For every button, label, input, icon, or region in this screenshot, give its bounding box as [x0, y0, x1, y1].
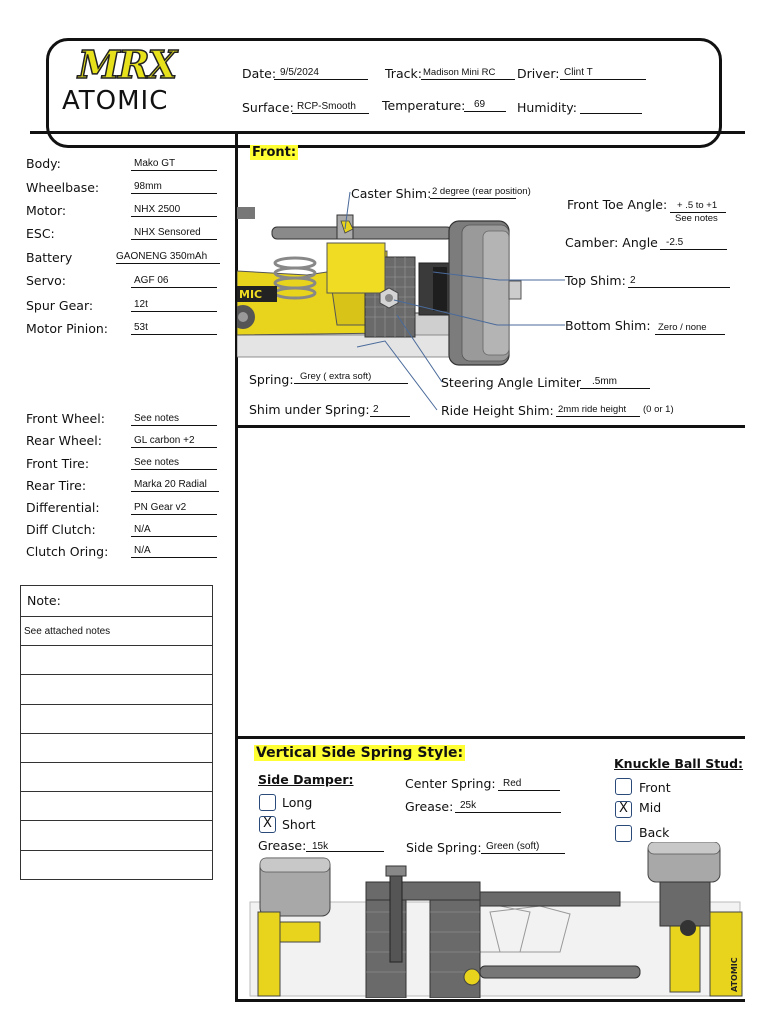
center-spring-value[interactable]: Red: [503, 778, 522, 789]
wheel-value[interactable]: PN Gear v2: [134, 502, 187, 513]
notes-line[interactable]: [21, 704, 212, 733]
spec-value[interactable]: NHX 2500: [134, 204, 181, 215]
notes-table: [20, 585, 213, 880]
notes-line[interactable]: [21, 762, 212, 791]
spec-label: ESC:: [26, 226, 55, 241]
spec-label: Motor:: [26, 203, 67, 218]
spec-value[interactable]: Mako GT: [134, 158, 176, 169]
date-value[interactable]: 9/5/2024: [280, 67, 319, 78]
side-damper-label: Side Damper:: [258, 772, 354, 787]
spec-value[interactable]: 53t: [134, 322, 148, 333]
spring-label: Spring:: [249, 372, 294, 387]
shim-under-spring-label: Shim under Spring:: [249, 402, 370, 417]
front-checkbox[interactable]: [615, 778, 632, 795]
camber-value[interactable]: -2.5: [666, 237, 684, 248]
top-shim-value[interactable]: 2: [630, 275, 636, 286]
notes-line[interactable]: [21, 791, 212, 820]
wheel-label: Rear Wheel:: [26, 433, 102, 448]
wheel-value[interactable]: GL carbon +2: [134, 435, 195, 446]
side-spring-label: Side Spring:: [406, 840, 482, 855]
wheel-value[interactable]: See notes: [134, 457, 180, 468]
shim-under-spring-value[interactable]: 2: [373, 404, 379, 415]
mrx-logo-text: MRX: [78, 42, 176, 86]
front-chassis-tag: MIC: [239, 288, 263, 301]
notes-line[interactable]: [21, 645, 212, 674]
header-divider: [30, 131, 745, 134]
center-grease-value[interactable]: 25k: [460, 800, 477, 811]
front-toe-label: Front Toe Angle:: [567, 197, 668, 212]
long-label: Long: [282, 795, 313, 810]
ride-height-value[interactable]: 2mm ride height: [558, 404, 627, 415]
spec-value[interactable]: AGF 06: [134, 275, 169, 286]
ride-height-note: (0 or 1): [643, 404, 674, 415]
bottom-shim-value[interactable]: Zero / none: [658, 322, 707, 333]
date-label: Date:: [242, 66, 277, 81]
notes-line[interactable]: See attached notes: [21, 616, 212, 645]
mid-option-label: Mid: [639, 800, 662, 815]
bottom-divider: [236, 999, 745, 1002]
wheel-value[interactable]: N/A: [134, 524, 151, 535]
ride-height-label: Ride Height Shim:: [441, 403, 554, 418]
notes-title: Note:: [27, 593, 61, 608]
long-checkbox[interactable]: [259, 794, 276, 811]
center-grease-label: Grease:: [405, 799, 454, 814]
temperature-label: Temperature:: [382, 98, 466, 113]
mrx-logo: [76, 42, 196, 86]
spec-value[interactable]: 98mm: [134, 181, 162, 192]
bottom-shim-label: Bottom Shim:: [565, 318, 651, 333]
spec-label: Wheelbase:: [26, 180, 100, 195]
side-grease-label: Grease:: [258, 838, 307, 853]
side-spring-value[interactable]: Green (soft): [486, 841, 540, 852]
wheel-value[interactable]: Marka 20 Radial: [134, 479, 207, 490]
caster-shim-value[interactable]: 2 degree (rear position): [432, 186, 531, 197]
front-option-label: Front: [639, 780, 671, 795]
rear-title: Vertical Side Spring Style:: [256, 745, 464, 761]
front-toe-value[interactable]: + .5 to +1: [677, 200, 718, 211]
top-shim-label: Top Shim:: [565, 273, 626, 288]
spec-label: Servo:: [26, 273, 67, 288]
spec-value[interactable]: GAONENG 350mAh: [116, 251, 208, 262]
driver-value[interactable]: Clint T: [564, 67, 593, 78]
driver-label: Driver:: [517, 66, 560, 81]
wheel-label: Front Wheel:: [26, 411, 105, 426]
spec-label: Spur Gear:: [26, 298, 94, 313]
temperature-value[interactable]: 69: [474, 99, 486, 110]
front-title: Front:: [252, 145, 297, 160]
wheel-label: Rear Tire:: [26, 478, 87, 493]
mid-checkbox[interactable]: X: [615, 801, 632, 818]
surface-value[interactable]: RCP-Smooth: [297, 101, 356, 112]
front-toe-note: See notes: [675, 213, 718, 224]
spec-label: Battery: [26, 250, 73, 265]
wheel-label: Diff Clutch:: [26, 522, 96, 537]
short-label: Short: [282, 817, 316, 832]
center-spring-label: Center Spring:: [405, 776, 496, 791]
track-label: Track:: [385, 66, 422, 81]
rear-suspension-illustration: [240, 842, 745, 998]
wheel-value[interactable]: See notes: [134, 413, 180, 424]
wheel-label: Clutch Oring:: [26, 544, 109, 559]
notes-line[interactable]: [21, 674, 212, 703]
humidity-label: Humidity:: [517, 100, 577, 115]
spring-value[interactable]: Grey ( extra soft): [300, 371, 372, 382]
spec-label: Motor Pinion:: [26, 321, 109, 336]
rear-section-divider: [236, 736, 745, 739]
spec-value[interactable]: 12t: [134, 299, 148, 310]
camber-label: Camber: Angle: [565, 235, 658, 250]
atomic-logo: ATOMIC: [62, 86, 169, 116]
wheel-label: Front Tire:: [26, 456, 90, 471]
caster-shim-label: Caster Shim:: [351, 186, 432, 201]
spec-value[interactable]: NHX Sensored: [134, 227, 201, 238]
short-checkbox[interactable]: X: [259, 816, 276, 833]
track-value[interactable]: Madison Mini RC: [423, 67, 496, 78]
notes-line[interactable]: [21, 820, 212, 849]
back-option-label: Back: [639, 825, 670, 840]
notes-line[interactable]: [21, 733, 212, 762]
steering-limiter-label: Steering Angle Limiter: [441, 375, 582, 390]
wheel-label: Differential:: [26, 500, 100, 515]
front-section-divider: [236, 425, 745, 428]
side-grease-value[interactable]: 15k: [312, 841, 329, 852]
steering-limiter-value[interactable]: .5mm: [592, 376, 617, 387]
notes-line[interactable]: [21, 850, 212, 879]
wheel-value[interactable]: N/A: [134, 545, 151, 556]
knuckle-ball-stud-label: Knuckle Ball Stud:: [614, 756, 744, 771]
rear-chassis-tag: ATOMIC: [730, 957, 739, 992]
spec-label: Body:: [26, 156, 61, 171]
surface-label: Surface:: [242, 100, 294, 115]
back-checkbox[interactable]: [615, 825, 632, 842]
